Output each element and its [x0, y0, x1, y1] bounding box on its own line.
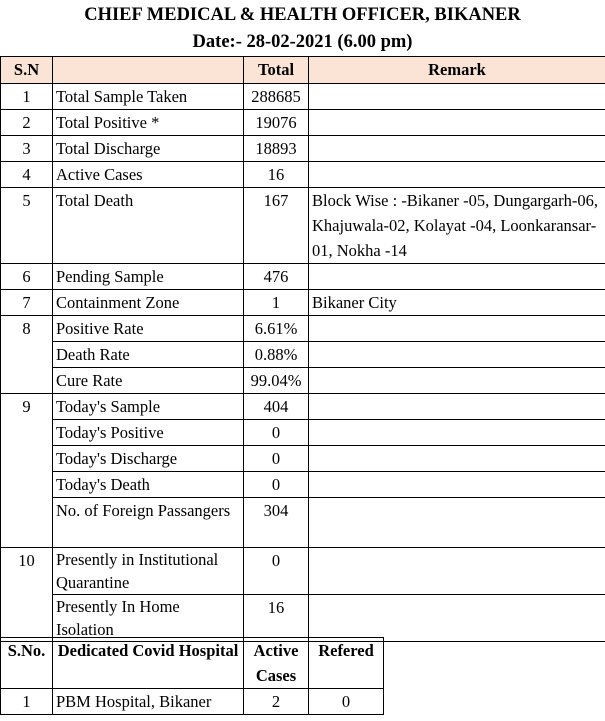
table-row	[1, 136, 605, 162]
row-remark	[309, 110, 605, 136]
row-label: Today's Death	[53, 472, 244, 498]
row-total: 99.04%	[244, 368, 309, 394]
row-sn	[1, 498, 53, 548]
header-total: Total	[244, 57, 309, 84]
row-hospital: PBM Hospital, Bikaner	[53, 689, 244, 715]
table-row	[1, 446, 605, 472]
row-remark	[309, 394, 605, 420]
header-label	[53, 57, 244, 84]
row-sn: 6	[1, 264, 53, 290]
row-remark	[309, 342, 605, 368]
row-sn: 7	[1, 290, 53, 316]
report-date: Date:- 28-02-2021 (6.00 pm)	[192, 32, 413, 52]
table-header-row	[1, 57, 605, 84]
table-row	[1, 162, 605, 188]
row-label: Today's Discharge	[53, 446, 244, 472]
table-row	[1, 290, 605, 316]
row-label: Total Sample Taken	[53, 84, 244, 110]
row-remark	[309, 162, 605, 188]
row-remark	[309, 446, 605, 472]
header-refered: Refered	[309, 638, 384, 689]
row-total: 16	[244, 595, 309, 642]
row-remark: Block Wise : -Bikaner -05, Dungargarh-06, Khajuwala-02, Kolayat -04, Loonkaransar-01, Nokha -14	[309, 188, 605, 264]
table-row	[1, 188, 605, 264]
row-sn	[1, 446, 53, 472]
hospital-header-row	[1, 638, 384, 689]
row-total: 167	[244, 188, 309, 264]
row-label: Containment Zone	[53, 290, 244, 316]
row-total: 0.88%	[244, 342, 309, 368]
row-sn	[1, 472, 53, 498]
row-remark	[309, 595, 605, 642]
row-sn: 4	[1, 162, 53, 188]
row-total: 404	[244, 394, 309, 420]
row-total: 304	[244, 498, 309, 548]
row-total: 1	[244, 290, 309, 316]
row-remark	[309, 420, 605, 446]
header-active-cases: Active Cases	[244, 638, 309, 689]
table-row	[1, 316, 605, 342]
header-hospital: Dedicated Covid Hospital	[53, 638, 244, 689]
row-label: Cure Rate	[53, 368, 244, 394]
table-row	[1, 342, 605, 368]
row-label: Presently in Institutional Quarantine	[53, 548, 244, 595]
table-row	[1, 420, 605, 446]
row-total: 16	[244, 162, 309, 188]
header-remark: Remark	[309, 57, 605, 84]
row-label: Active Cases	[53, 162, 244, 188]
table-row	[1, 498, 605, 548]
row-label: Total Positive *	[53, 110, 244, 136]
header-sn: S.N	[1, 57, 53, 84]
row-refered: 0	[309, 689, 384, 715]
row-remark	[309, 472, 605, 498]
row-total: 0	[244, 446, 309, 472]
table-row	[1, 548, 605, 595]
row-total: 18893	[244, 136, 309, 162]
row-label: Total Death	[53, 188, 244, 264]
row-label: Total Discharge	[53, 136, 244, 162]
hospital-table	[0, 637, 384, 715]
row-sn	[1, 368, 53, 394]
row-active: 2	[244, 689, 309, 715]
row-sn: 10	[1, 548, 53, 595]
table-row	[1, 394, 605, 420]
row-sn: 1	[1, 84, 53, 110]
summary-table	[0, 56, 605, 642]
row-sn: 2	[1, 110, 53, 136]
row-sn	[1, 595, 53, 642]
row-label: Today's Positive	[53, 420, 244, 446]
table-row	[1, 84, 605, 110]
row-sn: 9	[1, 394, 53, 420]
row-label: Pending Sample	[53, 264, 244, 290]
table-row	[1, 110, 605, 136]
row-remark	[309, 548, 605, 595]
row-total: 0	[244, 548, 309, 595]
row-label: Death Rate	[53, 342, 244, 368]
row-total: 6.61%	[244, 316, 309, 342]
row-sn	[1, 342, 53, 368]
row-sn: 8	[1, 316, 53, 342]
row-label: Presently In Home Isolation	[53, 595, 244, 642]
row-label: No. of Foreign Passangers	[53, 498, 244, 548]
page-title: CHIEF MEDICAL & HEALTH OFFICER, BIKANER	[84, 5, 521, 25]
header-sno: S.No.	[1, 638, 53, 689]
row-remark	[309, 264, 605, 290]
row-total: 288685	[244, 84, 309, 110]
row-label: Positive Rate	[53, 316, 244, 342]
row-remark: Bikaner City	[309, 290, 605, 316]
row-label: Today's Sample	[53, 394, 244, 420]
table-row	[1, 689, 384, 715]
table-row	[1, 472, 605, 498]
row-remark	[309, 316, 605, 342]
row-remark	[309, 84, 605, 110]
row-remark	[309, 498, 605, 548]
row-sn: 5	[1, 188, 53, 264]
table-row	[1, 595, 605, 642]
row-sno: 1	[1, 689, 53, 715]
row-total: 19076	[244, 110, 309, 136]
row-remark	[309, 136, 605, 162]
row-remark	[309, 368, 605, 394]
table-row	[1, 264, 605, 290]
row-total: 0	[244, 420, 309, 446]
row-total: 0	[244, 472, 309, 498]
row-total: 476	[244, 264, 309, 290]
row-sn: 3	[1, 136, 53, 162]
row-sn	[1, 420, 53, 446]
table-row	[1, 368, 605, 394]
